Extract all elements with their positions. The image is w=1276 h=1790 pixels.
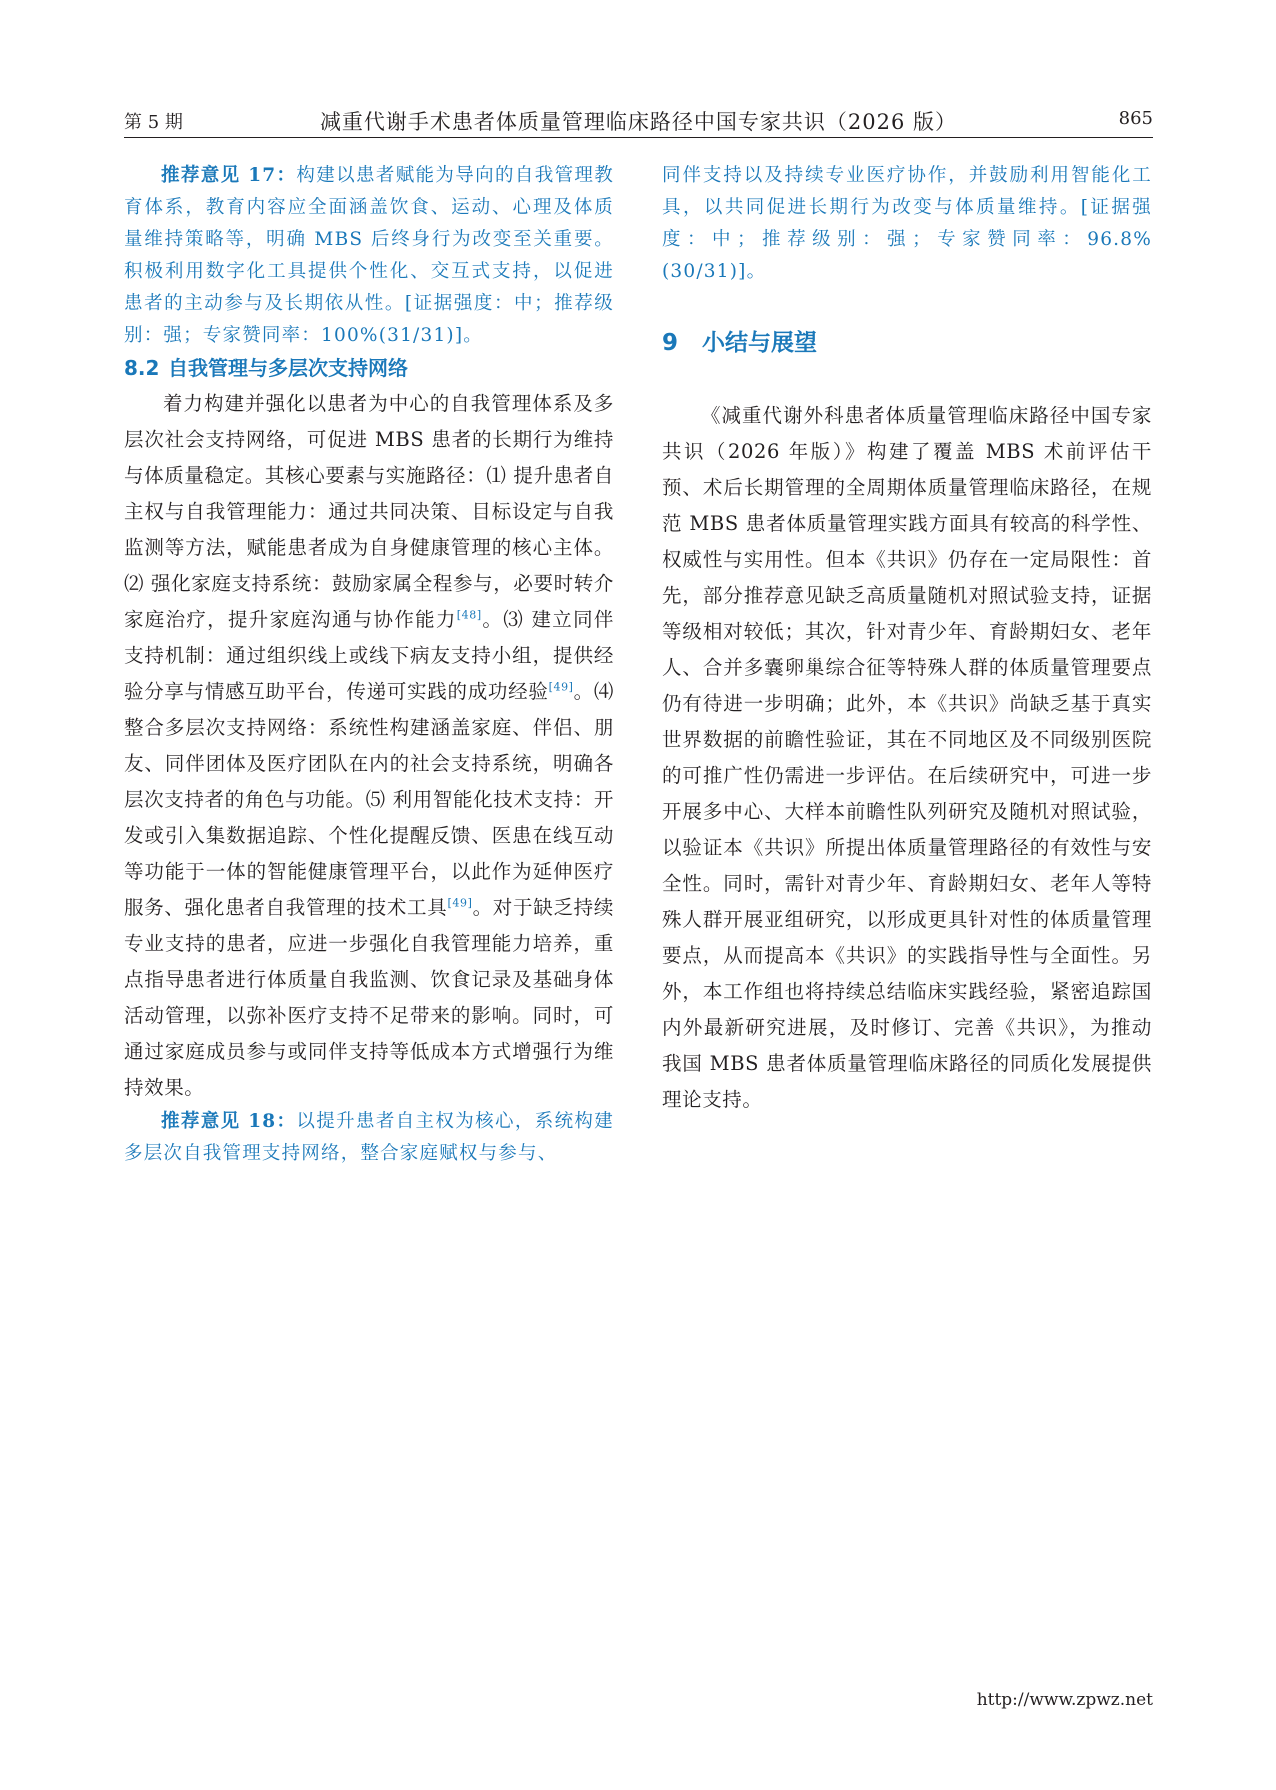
recommendation-18-label: 推荐意见 18： — [161, 1111, 297, 1132]
recommendation-17-label: 推荐意见 17： — [161, 165, 297, 186]
section-heading-8-2 — [124, 354, 614, 382]
page-number: 865 — [1118, 108, 1153, 129]
summary-paragraph: 《减重代谢外科患者体质量管理临床路径中国专家共识（2026 年版）》构建了覆盖 MBS 术前评估干预、术后长期管理的全周期体质量管理临床路径，在规范 MBS 患者体质量管理实践方面具有较高的科学性、权威性与实用性。但本《共识》仍存在一定局限性：首先，部分推荐意见缺乏高质量随机对照试验支持，证据等级相对较低；其次，针对青少年、育龄期妇女、老年人、合并多囊卵巢综合征等特殊人群的体质量管理要点仍有待进一步明确；此外，本《共识》尚缺乏基于真实世界数据的前瞻性验证，其在不同地区及不同级别医院的可推广性仍需进一步评估。在后续研究中，可进一步开展多中心、大样本前瞻性队列研究及随机对照试验，以验证本《共识》所提出体质量管理路径的有效性与安全性。同时，需针对青少年、育龄期妇女、老年人等特殊人群开展亚组研究，以形成更具针对性的体质量管理要点，从而提高本《共识》的实践指导性与全面性。另外，本工作组也将持续总结临床实践经验，紧密追踪国内外最新研究进展，及时修订、完善《共识》，为推动我国 MBS 患者体质量管理临床路径的同质化发展提供理论支持。 — [662, 404, 1152, 1111]
running-header — [124, 106, 1153, 136]
issue-label: 第 5 期 — [124, 112, 183, 133]
citation-48[interactable]: [48] — [456, 608, 482, 622]
recommendation-17-text: 构建以患者赋能为导向的自我管理教育体系，教育内容应全面涵盖饮食、运动、心理及体质量维持策略等，明确 MBS 后终身行为改变至关重要。积极利用数字化工具提供个性化、交互式支持，以促进患者的主动参与及长期依从性。[证据强度：中；推荐级别：强；专家赞同率：100%(31/31)]。 — [124, 165, 614, 346]
citation-49[interactable]: [49] — [447, 896, 473, 910]
paragraph-text: 。⑶ 建立同伴支持机制：通过组织线上或线下病友支持小组，提供经验分享与情感互助平台，传递可实践的成功经验 — [124, 608, 614, 703]
recommendation-18-continued: 同伴支持以及持续专业医疗协作，并鼓励利用智能化工具，以共同促进长期行为改变与体质量维持。[证据强度：中；推荐级别：强；专家赞同率：96.8%(30/31)]。 — [662, 165, 1152, 282]
section-title: 小结与展望 — [702, 330, 817, 356]
left-column — [124, 160, 614, 1170]
section-8-2-paragraph — [124, 386, 614, 1106]
recommendation-18-text: 以提升患者自主权为核心，系统构建多层次自我管理支持网络，整合家庭赋权与参与、 — [124, 1111, 614, 1164]
paragraph-text: 。⑷ 整合多层次支持网络：系统性构建涵盖家庭、伴侣、朋友、同伴团体及医疗团队在内的社会支持系统，明确各层次支持者的角色与功能。⑸ 利用智能化技术支持：开发或引入集数据追踪、个性化提醒反馈、医患在线互动等功能于一体的智能健康管理平台，以此作为延伸医疗服务、强化患者自我管理的技术工具 — [124, 680, 614, 919]
right-column — [662, 160, 1152, 1118]
paragraph-text: 。对于缺乏持续专业支持的患者，应进一步强化自我管理能力培养，重点指导患者进行体质量自我监测、饮食记录及基础身体活动管理，以弥补医疗支持不足带来的影响。同时，可通过家庭成员参与或同伴支持等低成本方式增强行为维持效果。 — [124, 896, 614, 1099]
recommendation-18 — [124, 1106, 614, 1170]
recommendation-17 — [124, 160, 614, 352]
header-rule — [124, 137, 1153, 138]
section-number: 8.2 — [124, 356, 160, 380]
paragraph-text: 着力构建并强化以患者为中心的自我管理体系及多层次社会支持网络，可促进 MBS 患者的长期行为维持与体质量稳定。其核心要素与实施路径：⑴ 提升患者自主权与自我管理能力：通过共同决策、目标设定与自我监测等方法，赋能患者成为自身健康管理的核心主体。⑵ 强化家庭支持系统：鼓励家属全程参与，必要时转介家庭治疗，提升家庭沟通与协作能力 — [124, 392, 614, 631]
section-heading-9 — [662, 328, 1152, 358]
footer-url[interactable]: http://www.zpwz.net — [976, 1690, 1153, 1710]
citation-49[interactable]: [49] — [548, 680, 574, 694]
journal-running-title: 减重代谢手术患者体质量管理临床路径中国专家共识（2026 版） — [319, 110, 958, 134]
section-number: 9 — [662, 330, 679, 356]
section-title: 自我管理与多层次支持网络 — [168, 356, 408, 380]
